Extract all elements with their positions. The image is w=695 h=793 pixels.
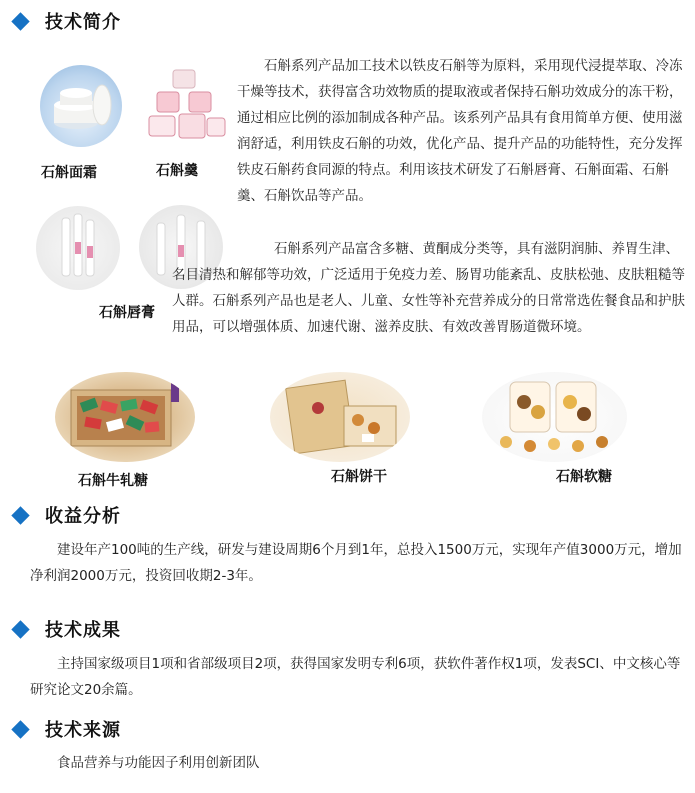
diamond-icon	[11, 12, 29, 30]
section-header-intro	[10, 8, 121, 34]
section-title-results: 技术成果	[45, 620, 121, 641]
section-title-intro: 技术简介	[45, 12, 121, 33]
source-text: 食品营养与功能因子利用创新团队	[57, 755, 260, 771]
lip-balm-image-1	[36, 206, 120, 290]
caption-biscuit: 石斛饼干	[331, 469, 387, 485]
soup-image	[145, 64, 227, 146]
results-text: 主持国家级项目1项和省部级项目2项，获得国家发明专利6项，获软件著作权1项，发表SCI、中文核心等研究论文20余篇。	[30, 656, 681, 698]
nougat-image	[55, 372, 195, 462]
caption-face-cream: 石斛面霜	[41, 165, 97, 181]
benefit-text: 建设年产100吨的生产线，研发与建设周期6个月到1年，总投入1500万元，实现年产值3000万元，增加净利润2000万元，投资回收期2-3年。	[30, 542, 682, 584]
intro-paragraph-2-wrap	[172, 236, 687, 340]
diamond-icon	[11, 506, 29, 524]
section-header-source	[10, 716, 121, 742]
section-title-benefit: 收益分析	[45, 506, 121, 527]
section-header-benefit	[10, 502, 121, 528]
face-cream-image	[40, 65, 122, 147]
caption-nougat: 石斛牛轧糖	[78, 473, 148, 489]
gummy-image	[482, 372, 627, 462]
caption-gummy: 石斛软糖	[556, 469, 612, 485]
section-title-source: 技术来源	[45, 720, 121, 741]
diamond-icon	[11, 620, 29, 638]
section-header-results	[10, 616, 121, 642]
diamond-icon	[11, 720, 29, 738]
caption-lip-balm: 石斛唇膏	[99, 305, 155, 321]
biscuit-image	[270, 372, 410, 462]
caption-soup: 石斛羹	[156, 163, 198, 179]
intro-paragraph-2: 石斛系列产品富含多糖、黄酮成分类等，具有滋阴润肺、养胃生津、名目清热和解郁等功效，广泛适用于免疫力差、肠胃功能紊乱、皮肤松弛、皮肤粗糙等人群。石斛系列产品也是老人、儿童、女性等补充营养成分的日常常选佐餐食品和护肤用品，可以增强体质、加速代谢、滋养皮肤、有效改善胃肠道微环境。	[172, 241, 685, 335]
intro-paragraph-1: 石斛系列产品加工技术以铁皮石斛等为原料，采用现代浸提萃取、冷冻干燥等技术，获得富含功效物质的提取液或者保持石斛功效成分的冻干粉，通过相应比例的添加制成各种产品。该系列产品具有食用简单方便、使用滋润舒适，利用铁皮石斛的功效，优化产品、提升产品的功能特性，充分发挥铁皮石斛药食同源的特点。利用该技术研发了石斛唇膏、石斛面霜、石斛羹、石斛饮品等产品。	[237, 58, 683, 204]
